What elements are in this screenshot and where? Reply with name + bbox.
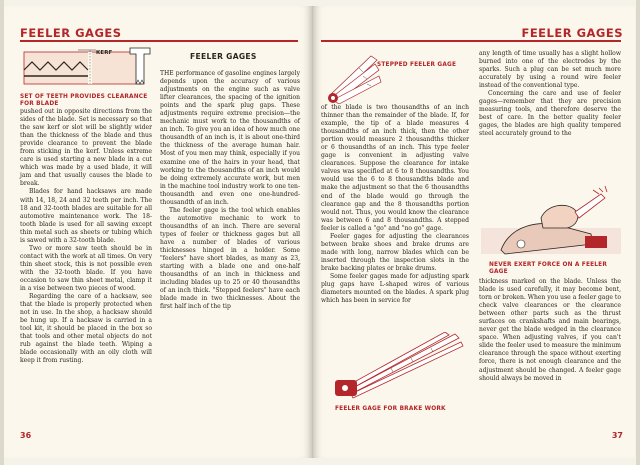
left-col1-paragraph: Regarding the care of a hacksaw, see that the blade is properly protected when not in use. In the shop, a hacksaw should be hung up. If a hacksaw is carried in a tool kit, it should be placed in the box so that tools and other metal objects do not rub against the blade teeth. Wiping a blade occasionally with an oily cloth will keep it from rusting. xyxy=(20,293,152,365)
feeler-gages-heading: FEELER GAGES xyxy=(190,52,257,61)
page-edge-right xyxy=(636,0,640,465)
stepped-feeler-gage-illustration xyxy=(319,48,389,104)
right-page xyxy=(313,6,635,458)
right-column-1 xyxy=(321,104,469,305)
right-column-2-bottom xyxy=(479,278,621,383)
brake-feeler-gage-illustration xyxy=(321,332,469,402)
left-column-2 xyxy=(160,70,300,311)
left-col1-paragraph: pushed out in opposite directions from the sides of the blade. Set is necessary so that the saw kerf or slot will be slightly wider than the thickness of the blade and thus provide clearance to prevent the blade from sticking in the kerf. Unless extreme care is used starting a new blade in a cut which was made by a used blade, it will jam and that usually causes the blade to break. xyxy=(20,108,152,188)
right-running-head: FEELER GAGES xyxy=(521,26,623,40)
right-col1-paragraph: Some feeler gages made for adjusting spark plug gaps have L-shaped wires of various diameters mounted on the blades. A spark plug which has been in service for xyxy=(321,272,469,305)
right-header-rule xyxy=(321,40,621,42)
left-col1-paragraph: Blades for hand hacksaws are made with 14, 18, 24 and 32 teeth per inch. The 18 and 32-tooth blades are suitable for all automotive maintenance work. The 18-tooth blade is used for all sawing except thin metal such as sheets or tubing which is sawed with a 32-tooth blade. xyxy=(20,188,152,244)
right-col1-paragraph: Feeler gages for adjusting the clearances between brake shoes and brake drums are made with long, narrow blades which can be inserted through the inspection slots in the brake backing plates or brake drums. xyxy=(321,232,469,272)
force-warning-caption: NEVER EXERT FORCE ON A FEELER GAGE xyxy=(489,262,607,275)
right-col2-paragraph: any length of time usually has a slight hollow burned into one of the electrodes by the sparks. Such a plug can be set much more accurately by using a round wire feeler instead of the conventional type. xyxy=(479,50,621,90)
hacksaw-tooth-icon xyxy=(122,44,158,88)
left-col2-paragraph: THE performance of gasoline engines largely depends upon the accuracy of various adjustments on the engine such as valve lifter clearances, the spacing of the ignition points and the spark plug gaps. These adjustments require extreme precision—the mechanic must work to the thousandths of an inch. To give you an idea of how much one thousandth of an inch is, it is about one-third the thickness of the average human hair. Most of you men may think, especially if you examine one of the hairs in your head, that working to the thousandths of an inch would be doing extremely accurate work, but men in the machine tool industry work to one ten-thousandth and even one one-hundred-thousandth of an inch. xyxy=(160,70,300,206)
left-running-head: FEELER GAGES xyxy=(20,26,122,40)
kerf-label: KERF xyxy=(96,50,113,56)
left-col1-paragraph: Two or more saw teeth should be in contact with the work at all times. On very thin sheet stock, this is not possible even with the 32-tooth blade. If you have occasion to saw thin sheet metal, clamp it in a vise between two pieces of wood. xyxy=(20,244,152,293)
left-header-rule xyxy=(20,40,298,42)
left-page-number: 36 xyxy=(20,431,32,440)
left-column-1 xyxy=(20,108,152,366)
right-col2-paragraph: Concerning the care and use of feeler gages—remember that they are precision measuring tools, and therefore deserve the best of care. In the better quality feeler gages, the blades are high quality tempered steel accurately ground to the xyxy=(479,90,621,138)
saw-caption: SET OF TEETH PROVIDES CLEARANCE FOR BLADE xyxy=(20,94,148,107)
right-col1-paragraph: of the blade is two thousandths of an inch thinner than the remainder of the blade. If, for example, the tip of a blade measures 4 thousandths of an inch thick, then the other portion would measure 2 thousandths thicker or 6 thousandths of an inch. This type feeler gage is convenient in adjusting valve clearances. Suppose the clearance for intake valves was specified at 6 to 8 thousandths. You would use the 6 to 8 thousandths blade and make the adjustment so that the 6 thousandths end of the blade would go through the clearance gap and the 8 thousandths portion would not. Thus, you would know the clearance was between 6 and 8 thousandths. A stepped feeler is called a "go" and "no go" gage. xyxy=(321,104,469,232)
left-col2-paragraph: The feeler gage is the tool which enables the automotive mechanic to work to thousandths of an inch. There are several types of feeler or thickness gages but all have a number of blades of various thicknesses hinged in a holder. Some "feelers" have short blades, as many as 23, starting with a blade one and one-half thousandths of an inch in thickness and including blades up to 25 or 40 thousandths of an inch thick. "Stepped feelers" have each blade made in two thicknesses. About the first half inch of the tip xyxy=(160,206,300,311)
force-warning-illustration xyxy=(481,184,621,258)
right-page-number: 37 xyxy=(611,431,623,440)
brake-gage-caption: FEELER GAGE FOR BRAKE WORK xyxy=(335,406,446,412)
right-col2-paragraph: thickness marked on the blade. Unless the blade is used carefully, it may become bent, torn or broken. When you use a feeler gage to check valve clearances or the clearance between other parts such as the thrust surfaces on crankshafts and main bearings, never get the blade wedged in the clearance space. When adjusting valves, if you can't slide the feeler used to measure the minimum clearance through the space without exerting force, there is not enough clearance and the adjustment should be changed. A feeler gage should always be moved in xyxy=(479,278,621,382)
stepped-feeler-gage-caption: STEPPED FEELER GAGE xyxy=(377,62,457,68)
right-column-2-top xyxy=(479,50,621,139)
left-page xyxy=(4,6,313,458)
